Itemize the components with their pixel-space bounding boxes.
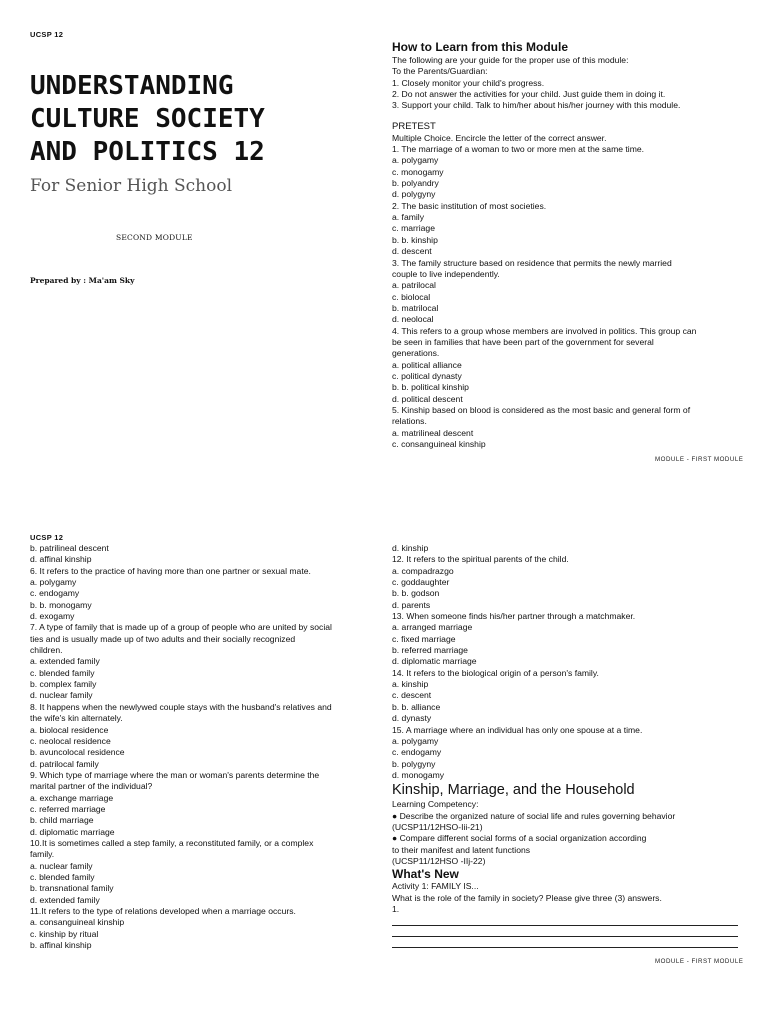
competency-line: (UCSP11/12HSO-Iii-21) <box>392 821 483 832</box>
page-1 <box>0 0 768 505</box>
left-column <box>30 543 380 951</box>
pretest-line: 4. This refers to a group whose members are involved in politics. This group can <box>392 325 697 336</box>
question-line: children. <box>30 645 63 656</box>
question-line: a. extended family <box>30 656 100 667</box>
page-footer: MODULE - FIRST MODULE <box>655 958 744 965</box>
question-line: 10.It is sometimes called a step family, a reconstituted family, or a complex <box>30 837 314 848</box>
question-line: c. descent <box>392 690 432 701</box>
question-line: d. parents <box>392 599 431 610</box>
activity-line: 1. <box>392 903 400 914</box>
prepared-by: Prepared by : Ma'am Sky <box>30 276 135 285</box>
question-line: a. biolocal residence <box>30 724 109 735</box>
question-line: b. child marriage <box>30 815 94 826</box>
guide-line: To the Parents/Guardian: <box>392 66 488 77</box>
page-header: UCSP 12 <box>30 30 64 39</box>
question-line: ties and is usually made up of two adults and their socially recognized <box>30 633 296 644</box>
question-line: b. polygyny <box>392 758 436 769</box>
title-line-2 <box>30 103 375 136</box>
question-line: 9. Which type of marriage where the man or woman's parents determine the <box>30 769 320 780</box>
question-line: d. extended family <box>30 894 100 905</box>
question-line: a. polygamy <box>392 735 439 746</box>
competency-line: ● Compare different social forms of a social organization according <box>392 833 647 844</box>
competency-line: Learning Competency: <box>392 799 479 810</box>
pretest-line: c. marriage <box>392 223 435 234</box>
question-line: b. b. godson <box>392 588 440 599</box>
question-line: a. arranged marriage <box>392 622 473 633</box>
question-line: 14. It refers to the biological origin of a person's family. <box>392 667 599 678</box>
pretest-line: d. descent <box>392 246 432 257</box>
pretest-line: c. monogamy <box>392 166 444 177</box>
question-line: 12. It refers to the spiritual parents of the child. <box>392 554 569 565</box>
page-separator <box>0 505 768 519</box>
pretest-line: 5. Kinship based on blood is considered as the most basic and general form of <box>392 404 691 415</box>
question-line: d. exogamy <box>30 611 75 622</box>
question-line: family. <box>30 849 55 860</box>
question-line: the wife's kin alternately. <box>30 713 123 724</box>
question-line: 6. It refers to the practice of having more than one partner or sexual mate. <box>30 565 311 576</box>
question-line: d. dynasty <box>392 713 432 724</box>
competency-line: ● Describe the organized nature of social life and rules governing behavior <box>392 810 676 821</box>
question-line: marital partner of the individual? <box>30 781 153 792</box>
pretest-line: Multiple Choice. Encircle the letter of the correct answer. <box>392 132 607 143</box>
pretest-line: generations. <box>392 348 440 359</box>
question-line: a. consanguineal kinship <box>30 917 125 928</box>
competency-line: to their manifest and latent functions <box>392 844 531 855</box>
pretest-line: a. patrilocal <box>392 280 436 291</box>
activity <box>392 881 742 915</box>
answer-line[interactable] <box>392 926 738 937</box>
question-line: a. kinship <box>392 679 429 690</box>
pretest-line: relations. <box>392 416 427 427</box>
title-line-3: AND POLITICS 12 <box>30 137 265 167</box>
question-line: c. endogamy <box>30 588 80 599</box>
question-line: b. transnational family <box>30 883 114 894</box>
pretest-line: a. political alliance <box>392 359 462 370</box>
pretest-line: b. matrilocal <box>392 302 439 313</box>
question-line: a. exchange marriage <box>30 792 114 803</box>
question-line: c. neolocal residence <box>30 735 111 746</box>
question-line: d. kinship <box>392 543 429 553</box>
question-line: 11.It refers to the type of relations developed when a marriage occurs. <box>30 906 296 916</box>
competency-line: (UCSP11/12HSO -IIj-22) <box>392 855 486 866</box>
section-heading: Kinship, Marriage, and the Household <box>392 782 635 799</box>
question-line: d. monogamy <box>392 769 445 780</box>
pretest-line: couple to live independently. <box>392 268 500 279</box>
module-label: SECOND MODULE <box>116 233 193 242</box>
question-line: c. kinship by ritual <box>30 928 99 939</box>
question-line: d. nuclear family <box>30 690 93 701</box>
question-line: c. fixed marriage <box>392 633 456 644</box>
pretest-line: a. family <box>392 212 424 223</box>
guide-line: 3. Support your child. Talk to him/her about his/her journey with this module. <box>392 100 681 111</box>
answer-line[interactable] <box>392 915 738 926</box>
pretest-line: a. polygamy <box>392 155 439 166</box>
pretest-line: c. biolocal <box>392 291 431 302</box>
learning-competency <box>392 799 742 867</box>
pretest-line: b. b. kinship <box>392 234 438 245</box>
question-line: c. endogamy <box>392 747 442 758</box>
question-line: c. blended family <box>30 871 95 882</box>
question-line: b. complex family <box>30 679 97 690</box>
guide-list <box>392 55 742 112</box>
subtitle: For Senior High School <box>30 176 233 196</box>
pretest-line: a. matrilineal descent <box>392 427 474 438</box>
pretest-line: 2. The basic institution of most societies. <box>392 200 547 211</box>
pretest-line: c. political dynasty <box>392 370 462 381</box>
question-line: d. diplomatic marriage <box>392 656 477 667</box>
question-line: b. b. alliance <box>392 701 441 712</box>
question-line: a. nuclear family <box>30 860 93 871</box>
pretest-line: 3. The family structure based on residence that permits the newly married <box>392 257 672 268</box>
question-line: d. affinal kinship <box>30 554 92 565</box>
how-to-learn-heading: How to Learn from this Module <box>392 40 568 54</box>
question-line: b. b. monogamy <box>30 599 92 610</box>
question-line: b. patrilineal descent <box>30 543 109 553</box>
question-line: c. goddaughter <box>392 577 450 588</box>
guide-line: The following are your guide for the proper use of this module: <box>392 55 629 65</box>
pretest-line: d. political descent <box>392 393 463 404</box>
questions-right <box>392 543 742 781</box>
question-line: c. blended family <box>30 667 95 678</box>
title-line-2-right: SOCIETY <box>155 104 265 134</box>
pretest-line: b. b. political kinship <box>392 382 469 393</box>
pretest-line: 1. The marriage of a woman to two or more men at the same time. <box>392 144 645 155</box>
question-line: b. referred marriage <box>392 645 468 656</box>
question-line: a. polygamy <box>30 577 77 588</box>
question-line: a. compadrazgo <box>392 565 454 576</box>
page-2 <box>0 519 768 1024</box>
activity-line: Activity 1: FAMILY IS... <box>392 881 479 892</box>
pretest-list <box>392 133 742 451</box>
question-line: 13. When someone finds his/her partner through a matchmaker. <box>392 611 636 622</box>
question-line: d. diplomatic marriage <box>30 826 115 837</box>
questions-left <box>30 543 380 951</box>
question-line: 7. A type of family that is made up of a group of people who are united by social <box>30 622 332 633</box>
question-line: b. avuncolocal residence <box>30 747 125 758</box>
page-header: UCSP 12 <box>30 533 64 542</box>
page-footer: MODULE - FIRST MODULE <box>655 456 744 463</box>
module-title <box>30 70 375 169</box>
question-line: 8. It happens when the newlywed couple stays with the husband's relatives and <box>30 701 332 712</box>
guide-line: 1. Closely monitor your child's progress. <box>392 77 545 88</box>
pretest-line: d. polygyny <box>392 189 436 200</box>
pretest-line: be seen in families that have been part of the government for several <box>392 336 654 347</box>
pretest-line: d. neolocal <box>392 314 434 325</box>
question-line: d. patrilocal family <box>30 758 99 769</box>
answer-line[interactable] <box>392 937 738 948</box>
question-line: c. referred marriage <box>30 803 106 814</box>
whats-new-heading: What's New <box>392 867 459 882</box>
right-column <box>392 40 742 450</box>
pretest-title: PRETEST <box>392 120 436 132</box>
question-line: b. affinal kinship <box>30 940 92 951</box>
right-column <box>392 543 742 948</box>
pretest-line: b. polyandry <box>392 178 439 189</box>
question-line: 15. A marriage where an individual has only one spouse at a time. <box>392 724 643 735</box>
pretest-line: c. consanguineal kinship <box>392 439 486 449</box>
title-line-2-left: CULTURE <box>30 104 140 134</box>
guide-line: 2. Do not answer the activities for your child. Just guide them in doing it. <box>392 89 666 100</box>
title-line-1: UNDERSTANDING <box>30 71 234 101</box>
activity-line: What is the role of the family in society? Please give three (3) answers. <box>392 892 662 903</box>
